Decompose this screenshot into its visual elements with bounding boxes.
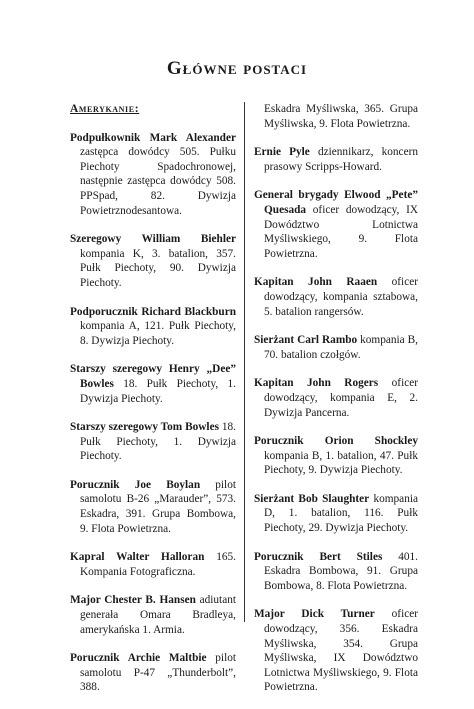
character-description: adiutant generała Omara Bradleya, amerykańska 1. Armia. — [80, 594, 236, 636]
character-description: kompania B, 70. batalion czołgów. — [264, 334, 418, 361]
character-entry — [70, 550, 236, 579]
character-entry — [70, 305, 236, 349]
left-column — [70, 102, 236, 709]
character-description: 18. Pułk Piechoty, 1. Dywizja Piechoty. — [80, 421, 236, 463]
character-entry — [254, 607, 418, 695]
character-name: Porucznik Orion Shockley — [254, 435, 418, 448]
character-description: oficer dowodzący, kompania E, 2. Dywizja Pancerna. — [264, 377, 418, 419]
character-entry — [70, 420, 236, 464]
character-entry — [70, 362, 236, 406]
character-entry-continuation: Eskadra Myśliwska, 365. Grupa Myśliwska, 9. Flota Powietrzna. — [264, 103, 418, 130]
character-entry — [70, 593, 236, 637]
character-name: Ernie Pyle — [254, 146, 310, 159]
character-description: kompania K, 3. batalion, 357. Pułk Piechoty, 90. Dywizja Piechoty. — [80, 247, 236, 289]
character-description: oficer dowodzący, IX Dowództwo Lotnictwa Myśliwskiego, 9. Flota Powietrzna. — [264, 203, 418, 260]
character-name: Kapitan John Rogers — [254, 377, 379, 390]
character-description: pilot samolotu P-47 „Thunderbolt”, 388. — [80, 652, 236, 694]
character-description: kompania D, 1. batalion, 116. Pułk Piechoty, 29. Dywizja Piechoty. — [264, 492, 418, 535]
character-name: Sierżant Carl Rambo — [254, 334, 358, 347]
character-entry — [254, 275, 418, 319]
character-entry — [254, 333, 418, 362]
character-entry — [254, 550, 418, 594]
character-name: Kapral Walter Halloran — [70, 551, 205, 564]
character-entry — [70, 651, 236, 695]
character-name: Major Chester B. Hansen — [70, 594, 196, 607]
character-description: kompania B, 1. batalion, 47. Pułk Piechoty, 9. Dywizja Piechoty. — [264, 449, 418, 477]
character-entry — [70, 232, 236, 290]
character-description: 18. Pułk Piechoty, 1. Dywizja Piechoty. — [80, 377, 236, 405]
character-description: oficer dowodzący, kompania sztabowa, 5. batalion rangersów. — [264, 276, 418, 318]
character-entry — [254, 188, 418, 261]
page-title: Główne postaci — [166, 58, 308, 79]
character-name: Starszy szeregowy Henry „Dee” Bowles — [70, 363, 236, 390]
section-heading-americans: Amerykanie: — [70, 103, 140, 115]
character-name: Porucznik Archie Maltbie — [70, 652, 207, 665]
character-entry — [254, 376, 418, 420]
character-name: Starszy szeregowy Tom Bowles — [70, 421, 219, 434]
right-column — [254, 102, 418, 709]
character-name: Kapitan John Raaen — [254, 276, 378, 289]
character-entry — [254, 492, 418, 536]
character-name: Podpułkownik Mark Alexander — [70, 131, 236, 144]
character-description: kompania A, 121. Pułk Piechoty, 8. Dywizja Piechoty. — [80, 320, 236, 347]
character-name: Porucznik Bert Stiles — [254, 550, 383, 563]
character-name: Szeregowy William Biehler — [70, 233, 236, 246]
character-name: Podporucznik Richard Blackburn — [70, 305, 236, 318]
character-description: oficer dowodzący, 356. Eskadra Myśliwska, 354. Grupa Myśliwska, IX Dowództwo Lotnictwa Myśliwskiego, 9. Flota Powietrzna. — [264, 608, 418, 694]
character-entry — [70, 478, 236, 536]
character-entry — [254, 145, 418, 174]
character-entry — [70, 131, 236, 219]
character-name: General brygady Elwood „Pete” Quesada — [254, 189, 418, 216]
character-description: pilot samolotu B-26 „Marauder”, 573. Eskadra, 391. Grupa Bombowa, 9. Flota Powietrzna. — [80, 478, 236, 535]
character-name: Major Dick Turner — [254, 608, 375, 621]
character-name: Porucznik Joe Boylan — [70, 478, 201, 491]
character-description: 401. Eskadra Bombowa, 91. Grupa Bombowa, 8. Flota Powietrzna. — [264, 550, 418, 592]
character-description: 165. Kompania Fotograficzna. — [80, 551, 236, 578]
character-description: dziennikarz, koncern prasowy Scripps-Howard. — [264, 146, 418, 173]
column-divider — [244, 102, 245, 622]
character-name: Sierżant Bob Slaughter — [254, 492, 370, 505]
character-entry — [254, 434, 418, 478]
character-description: zastępca dowódcy 505. Pułku Piechoty Spadochronowej, następnie zastępca dowódcy 508. PPSpad, 82. Dywizja Powietrznodesantowa. — [80, 146, 236, 217]
